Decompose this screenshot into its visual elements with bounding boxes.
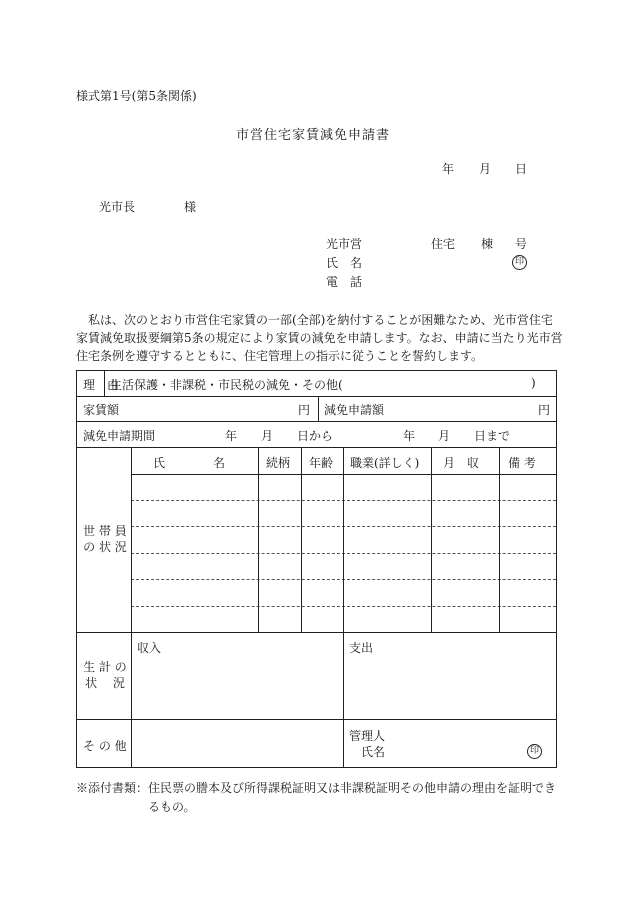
body-line-1: 私は、次のとおり市営住宅家賃の一部(全部)を納付することが困難なため、光市営住宅 — [88, 313, 553, 327]
reason-close-paren: ) — [531, 376, 536, 390]
rent-unit: 円 — [298, 403, 311, 417]
household-header-remarks: 備 考 — [508, 456, 536, 470]
period-from-month: 月 — [261, 429, 274, 443]
applicant-name-label: 氏 名 — [326, 256, 363, 270]
form-number: 様式第1号(第5条関係) — [76, 89, 197, 103]
period-to-month: 月 — [438, 429, 451, 443]
livelihood-label: 生 計 の 状 況 — [83, 660, 127, 690]
addressee-name: 光市長 — [99, 200, 136, 214]
income-label: 収入 — [137, 641, 162, 655]
seal-icon: 印 — [512, 255, 527, 270]
household-header-income: 月 収 — [443, 456, 480, 470]
body-line-3: 住宅条例を遵守するとともに、住宅管理上の指示に従うことを誓約します。 — [76, 349, 484, 363]
body-line-2: 家賃減免取扱要綱第5条の規定により家賃の減免を申請します。なお、申請に当たり光市営 — [76, 331, 563, 345]
reason-options: 生活保護・非課税・市民税の減免・その他( — [110, 378, 343, 392]
attachment-line-1: ※添付書類：住民票の謄本及び所得課税証明又は非課税証明その他申請の理由を証明でき — [76, 781, 557, 795]
period-to-year: 年 — [403, 429, 416, 443]
date-year: 年 — [442, 162, 455, 176]
household-label: 世 帯 員 の 状 況 — [83, 524, 127, 554]
period-from-year: 年 — [225, 429, 238, 443]
household-header-relation: 続柄 — [266, 456, 291, 470]
manager-label: 管理人 — [349, 729, 386, 743]
form-title: 市営住宅家賃減免申請書 — [236, 128, 391, 143]
addressee-honorific: 様 — [184, 200, 197, 214]
manager-name-label: 氏名 — [361, 745, 386, 759]
applicant-building: 棟 — [481, 237, 494, 251]
household-header-occupation: 職業(詳しく) — [350, 456, 420, 470]
applicant-address-prefix: 光市営 — [326, 237, 363, 251]
date-month: 月 — [479, 162, 492, 176]
applicant-phone-label: 電 話 — [326, 275, 363, 289]
reason-label: 理 由 — [83, 378, 120, 392]
period-from-day: 日から — [297, 429, 334, 443]
manager-seal-icon: 印 — [527, 744, 542, 759]
other-label: そ の 他 — [83, 739, 127, 753]
period-label: 減免申請期間 — [83, 429, 156, 443]
reduction-unit: 円 — [538, 403, 551, 417]
application-table — [76, 370, 557, 768]
rent-label: 家賃額 — [83, 403, 120, 417]
date-day: 日 — [515, 162, 528, 176]
household-header-name: 氏 名 — [153, 456, 226, 470]
applicant-room: 号 — [515, 237, 528, 251]
period-to-day: 日まで — [474, 429, 511, 443]
attachment-line-2: るもの。 — [148, 800, 196, 814]
expense-label: 支出 — [349, 641, 374, 655]
household-header-age: 年齢 — [309, 456, 334, 470]
reduction-label: 減免申請額 — [324, 403, 385, 417]
applicant-housing: 住宅 — [431, 237, 456, 251]
